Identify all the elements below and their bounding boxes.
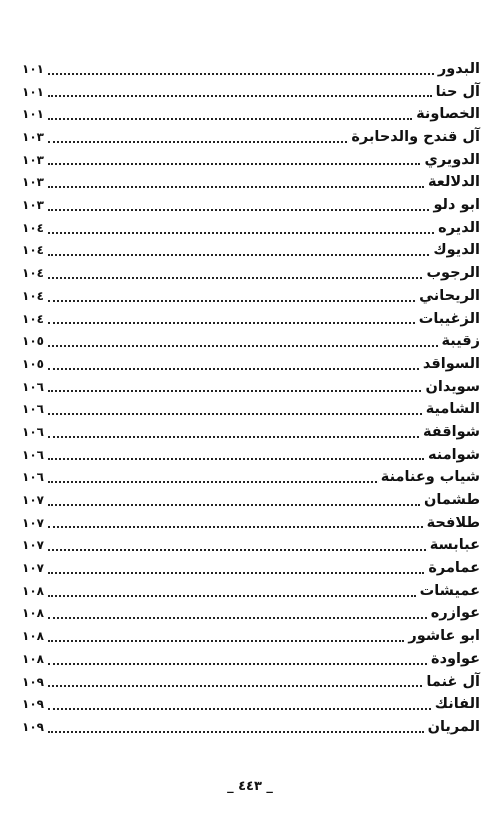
toc-entry-page: ١٠٦ (22, 402, 44, 417)
toc-entry-page: ١٠٨ (22, 583, 44, 598)
toc-entry-title: آل غنما (426, 673, 480, 690)
toc-entry (22, 240, 480, 263)
toc-entry (22, 625, 480, 648)
toc-entry-title: ابو عاشور (408, 628, 480, 645)
dot-leader (48, 685, 422, 687)
toc-entry-title: آل حنا (435, 83, 480, 100)
toc-entry-title: الدلالعة (427, 174, 480, 191)
toc-entry-page: ١٠٧ (22, 515, 44, 530)
toc-entry (22, 376, 480, 399)
dot-leader (48, 300, 415, 302)
toc-entry (22, 81, 480, 104)
toc-entry-title: الرجوب (426, 265, 480, 282)
dot-leader (48, 595, 416, 597)
toc-entry (22, 444, 480, 467)
toc-entry-page: ١٠٧ (22, 493, 44, 508)
dot-leader (48, 481, 377, 483)
toc-entry (22, 693, 480, 716)
toc-entry (22, 149, 480, 172)
toc-entry-page: ١٠٣ (22, 152, 44, 167)
toc-entry (22, 557, 480, 580)
toc-entry-title: شياب وعنامنة (380, 469, 480, 486)
dot-leader (48, 209, 429, 211)
toc-entry (22, 194, 480, 217)
toc-entry-title: الدويري (424, 151, 480, 168)
dot-leader (48, 345, 438, 347)
page-number: _ ٤٤٣ _ (227, 779, 273, 794)
toc-entry (22, 126, 480, 149)
toc-entry (22, 58, 480, 81)
toc-entry-page: ١٠٦ (22, 470, 44, 485)
toc-entry (22, 262, 480, 285)
toc-entry-title: عوازره (430, 605, 480, 622)
table-of-contents (22, 58, 480, 739)
dot-leader (48, 572, 424, 574)
toc-entry (22, 716, 480, 739)
toc-entry-page: ١٠٤ (22, 220, 44, 235)
dot-leader (48, 277, 422, 279)
toc-entry-title: ابو دلو (433, 197, 480, 214)
toc-entry (22, 466, 480, 489)
toc-entry-page: ١٠٨ (22, 606, 44, 621)
dot-leader (48, 549, 426, 551)
toc-entry-page: ١٠٩ (22, 697, 44, 712)
dot-leader (48, 731, 424, 733)
toc-entry-title: طشمان (424, 492, 480, 509)
toc-entry-title: الخصاونة (416, 106, 480, 123)
toc-entry-page: ١٠٦ (22, 447, 44, 462)
toc-entry (22, 580, 480, 603)
toc-entry-title: سويدان (425, 378, 480, 395)
toc-entry-title: شواقفة (422, 423, 480, 440)
dot-leader (48, 163, 420, 165)
toc-entry-page: ١٠٦ (22, 424, 44, 439)
dot-leader (48, 436, 419, 438)
toc-entry-title: آل قندح والدحابرة (351, 129, 480, 146)
dot-leader (48, 504, 420, 506)
dot-leader (48, 413, 422, 415)
dot-leader (48, 232, 434, 234)
dot-leader (48, 526, 423, 528)
toc-entry-title: الريحاني (419, 287, 480, 304)
toc-entry-page: ١٠٧ (22, 538, 44, 553)
toc-entry-title: عميشات (419, 582, 480, 599)
toc-entry-title: البدور (437, 60, 480, 77)
toc-entry-page: ١٠٣ (22, 130, 44, 145)
toc-entry-page: ١٠٩ (22, 719, 44, 734)
toc-entry-page: ١٠١ (22, 84, 44, 99)
toc-entry-page: ١٠٦ (22, 379, 44, 394)
toc-entry-title: طلافحة (426, 514, 480, 531)
dot-leader (48, 141, 347, 143)
toc-entry-title: عمامرة (428, 560, 480, 577)
dot-leader (48, 118, 412, 120)
dot-leader (48, 663, 427, 665)
dot-leader (48, 368, 419, 370)
toc-entry (22, 648, 480, 671)
toc-entry-title: الديوك (433, 242, 480, 259)
toc-entry (22, 285, 480, 308)
toc-entry-page: ١٠٩ (22, 674, 44, 689)
toc-entry (22, 489, 480, 512)
toc-entry (22, 603, 480, 626)
dot-leader (48, 708, 431, 710)
dot-leader (48, 95, 432, 97)
toc-entry (22, 330, 480, 353)
toc-entry (22, 671, 480, 694)
toc-entry-page: ١٠١ (22, 107, 44, 122)
toc-entry-title: الفانك (434, 696, 480, 713)
toc-entry (22, 103, 480, 126)
dot-leader (48, 254, 429, 256)
dot-leader (48, 617, 427, 619)
toc-entry-title: السواقد (422, 355, 480, 372)
toc-entry (22, 421, 480, 444)
toc-entry-page: ١٠٤ (22, 311, 44, 326)
toc-entry-title: الزغيبات (418, 310, 480, 327)
toc-entry-page: ١٠٥ (22, 334, 44, 349)
toc-entry-title: عواودة (431, 650, 480, 667)
toc-entry-page: ١٠٧ (22, 561, 44, 576)
toc-entry (22, 308, 480, 331)
toc-entry (22, 217, 480, 240)
toc-entry-title: المريان (427, 718, 480, 735)
toc-entry-page: ١٠٣ (22, 198, 44, 213)
toc-entry-page: ١٠٤ (22, 266, 44, 281)
toc-entry-page: ١٠٨ (22, 651, 44, 666)
toc-entry-title: الشامية (425, 401, 480, 418)
toc-entry-title: شوامنه (427, 446, 480, 463)
dot-leader (48, 640, 404, 642)
toc-entry-page: ١٠٤ (22, 243, 44, 258)
dot-leader (48, 458, 424, 460)
toc-entry-page: ١٠١ (22, 61, 44, 76)
toc-entry (22, 171, 480, 194)
toc-entry (22, 398, 480, 421)
dot-leader (48, 186, 424, 188)
dot-leader (48, 73, 434, 75)
toc-entry-page: ١٠٤ (22, 288, 44, 303)
dot-leader (48, 390, 421, 392)
toc-entry-page: ١٠٨ (22, 629, 44, 644)
toc-entry-title: عبابسة (429, 537, 480, 554)
toc-entry-page: ١٠٣ (22, 175, 44, 190)
toc-entry-title: الديره (438, 219, 480, 236)
toc-entry-page: ١٠٥ (22, 356, 44, 371)
toc-entry (22, 534, 480, 557)
dot-leader (48, 322, 415, 324)
toc-entry (22, 512, 480, 535)
toc-entry-title: زقيبة (441, 333, 480, 350)
toc-entry (22, 353, 480, 376)
